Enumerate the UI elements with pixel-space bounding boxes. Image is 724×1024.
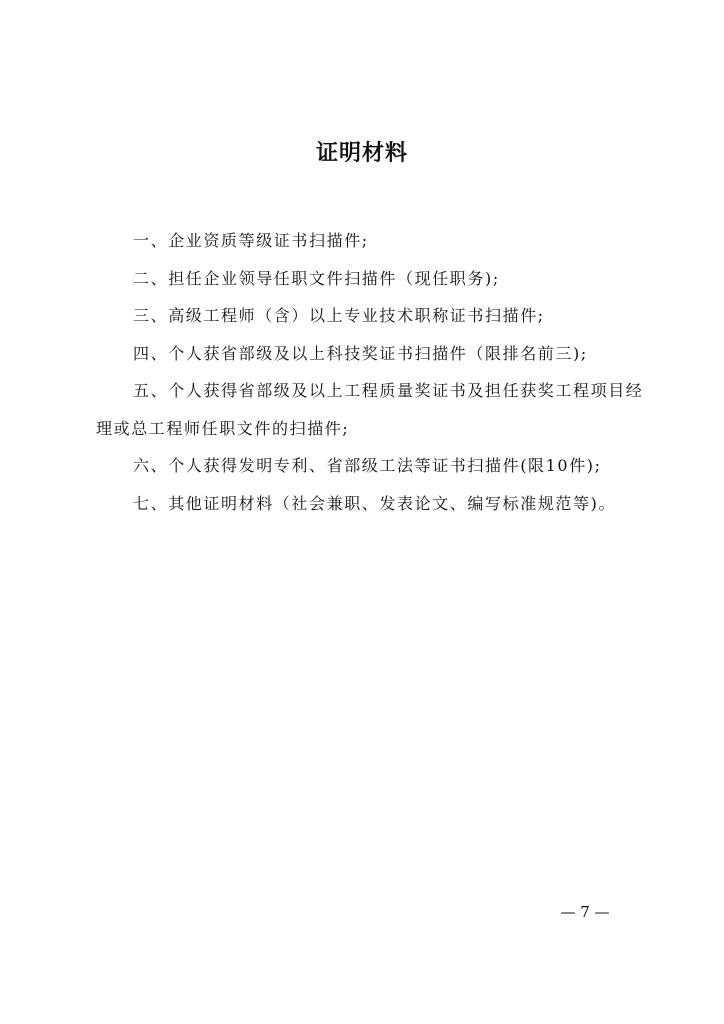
list-item: 三、高级工程师（含）以上专业技术职称证书扫描件; (133, 306, 545, 325)
list-item: 四、个人获省部级及以上科技奖证书扫描件（限排名前三); (133, 343, 588, 363)
list-item: 七、其他证明材料（社会兼职、发表论文、编写标准规范等)。 (133, 493, 617, 513)
page-title: 证明材料 (315, 141, 408, 166)
page-number: — 7 — (560, 903, 610, 921)
list-item: 一、企业资质等级证书扫描件; (133, 231, 369, 250)
list-item: 二、担任企业领导任职文件扫描件（现任职务); (133, 268, 500, 288)
list-item: 五、个人获得省部级及以上工程质量奖证书及担任获奖工程项目经理或总工程师任职文件的扫描件; (96, 381, 644, 438)
list-item: 六、个人获得发明专利、省部级工法等证书扫描件(限10件); (133, 456, 602, 475)
materials-list (96, 222, 656, 522)
